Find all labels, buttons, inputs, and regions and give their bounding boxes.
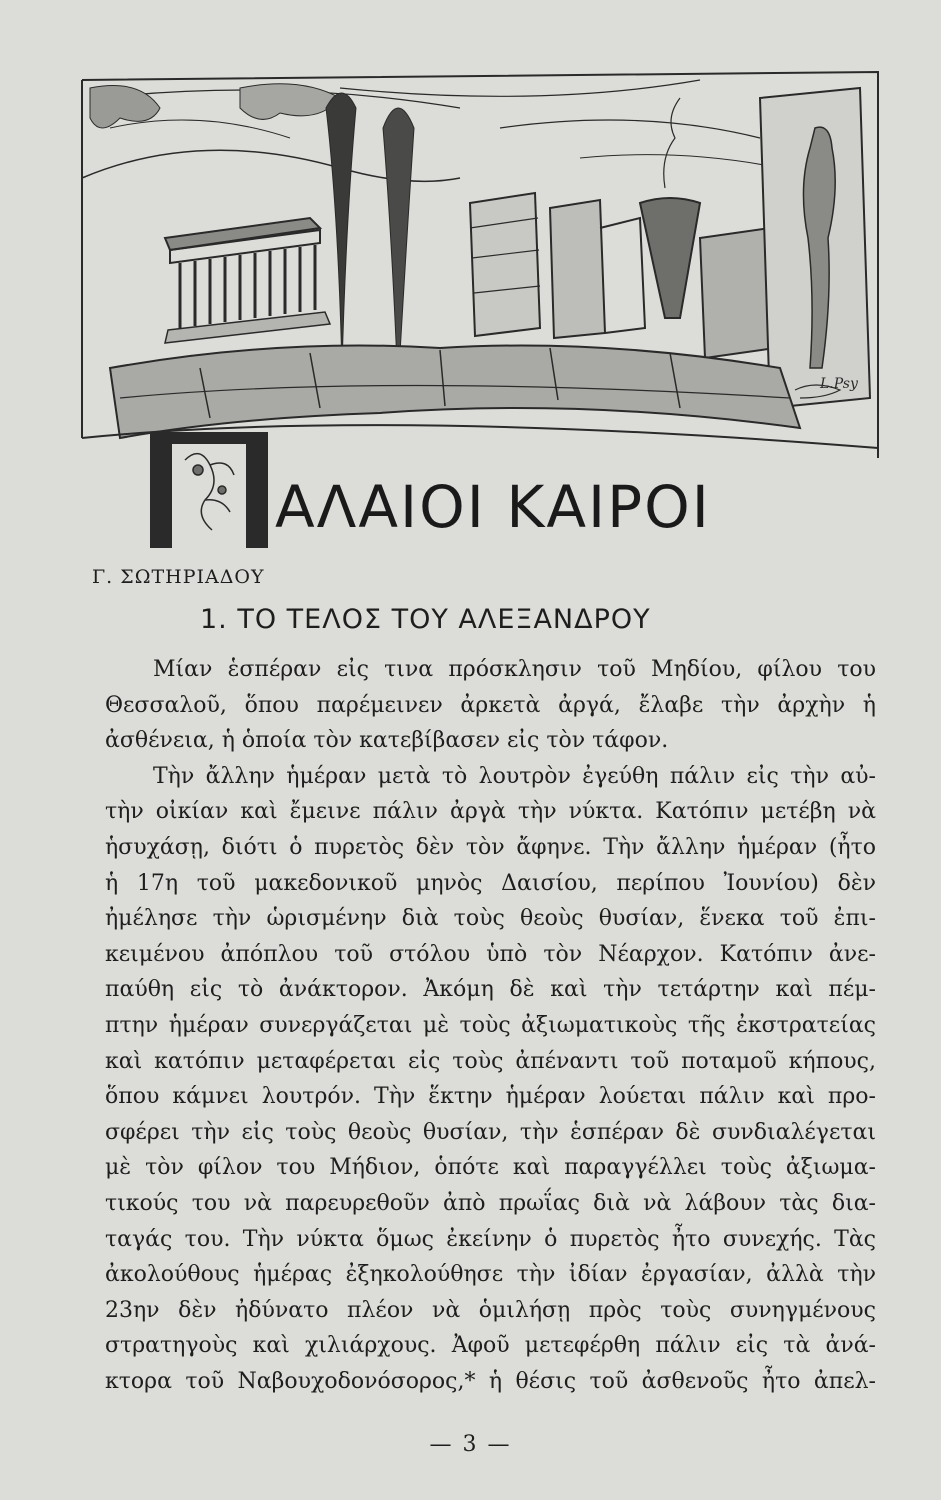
body-line: κειμένου ἀπόπλου τοῦ στόλου ὑπὸ τὸν Νέαρχον. Κατόπιν ἀνε-	[105, 941, 876, 967]
body-line: κτορα τοῦ Ναβουχοδονόσορος,* ἡ θέσις τοῦ ἀσθενοῦς ἦτο ἀπελ-	[105, 1368, 876, 1394]
body-line: ἡσυχάσῃ, διότι ὁ πυρετὸς δὲν τὸν ἄφηνε. Τὴν ἄλλην ἡμέραν (ἦτο	[105, 834, 876, 860]
title: ΑΛΑΙΟΙ ΚΑΙΡΟΙ	[275, 473, 711, 541]
chapter-title: 1. ΤΟ ΤΕΛΟΣ ΤΟΥ ΑΛΕΞΑΝΔΡΟΥ	[200, 604, 651, 635]
title-initial-pi	[150, 420, 270, 550]
body-line: παύθη εἰς τὸ ἀνάκτορον. Ἀκόμη δὲ καὶ τὴν τετάρτην καὶ πέμ-	[105, 977, 876, 1003]
body-line: πτην ἡμέραν συνεργάζεται μὲ τοὺς ἀξιωματικοὺς τῆς ἐκστρατείας	[105, 1012, 876, 1038]
body-line: Τὴν ἄλλην ἡμέραν μετὰ τὸ λουτρὸν ἐγεύθη πάλιν εἰς τὴν αὐ-	[153, 763, 876, 789]
illustration-signature: L.Psy	[820, 376, 858, 392]
body-line: τὴν οἰκίαν καὶ ἔμεινε πάλιν ἀργὰ τὴν νύκτα. Κατόπιν μετέβη νὰ	[105, 799, 876, 825]
page-number: — 3 —	[429, 1432, 512, 1457]
author: Γ. ΣΩΤΗΡΙΑΔΟΥ	[92, 566, 265, 588]
body-line: ὅπου κάμνει λουτρόν. Τὴν ἕκτην ἡμέραν λούεται πάλιν καὶ προ-	[105, 1084, 876, 1110]
body-line: 23ην δὲν ἠδύνατο πλέον νὰ ὁμιλήσῃ πρὸς τοὺς συνηγμένους	[105, 1297, 876, 1323]
header-illustration	[80, 68, 880, 463]
body-line: μὲ τὸν φίλον του Μήδιον, ὁπότε καὶ παραγγέλλει τοὺς ἀξιωμα-	[105, 1155, 876, 1181]
body-line: ἡ 17η τοῦ μακεδονικοῦ μηνὸς Δαισίου, περίπου Ἰουνίου) δὲν	[105, 870, 876, 896]
body-line: ἀκολούθους ἡμέρας ἐξηκολούθησε τὴν ἰδίαν ἐργασίαν, ἀλλὰ τὴν	[105, 1262, 876, 1288]
body-line: ἠμέλησε τὴν ὡρισμένην διὰ τοὺς θεοὺς θυσίαν, ἕνεκα τοῦ ἐπι-	[105, 906, 876, 932]
body-line: τικούς του νὰ παρευρεθοῦν ἀπὸ πρωΐας διὰ νὰ λάβουν τὰς δια-	[105, 1190, 876, 1216]
ancient-ruins-drawing	[80, 68, 880, 463]
body-line: σφέρει τὴν εἰς τοὺς θεοὺς θυσίαν, τὴν ἑσπέραν δὲ συνδιαλέγεται	[105, 1119, 876, 1145]
body-line: ἀσθένεια, ἡ ὁποία τὸν κατεβίβασεν εἰς τὸν τάφον.	[105, 728, 669, 754]
body-line: Μίαν ἑσπέραν εἰς τινα πρόσκλησιν τοῦ Μηδίου, φίλου του	[153, 657, 876, 682]
body-text	[105, 652, 876, 1399]
body-line: στρατηγοὺς καὶ χιλιάρχους. Ἀφοῦ μετεφέρθη πάλιν εἰς τὰ ἀνά-	[105, 1333, 876, 1359]
body-line: καὶ κατόπιν μεταφέρεται εἰς τοὺς ἀπέναντι τοῦ ποταμοῦ κήπους,	[105, 1048, 876, 1074]
body-line: Θεσσαλοῦ, ὅπου παρέμεινεν ἀρκετὰ ἀργά, ἔλαβε τὴν ἀρχὴν ἡ	[105, 692, 876, 718]
body-line: ταγάς του. Τὴν νύκτα ὅμως ἐκείνην ὁ πυρετὸς ἦτο συνεχής. Τὰς	[105, 1226, 876, 1252]
